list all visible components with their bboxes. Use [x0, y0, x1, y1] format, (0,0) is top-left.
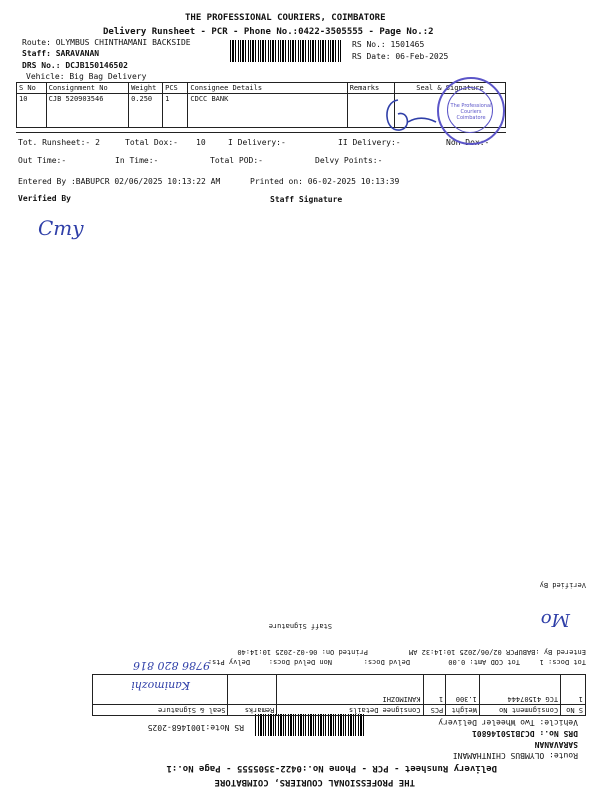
- cell-pcs: 1: [163, 94, 188, 128]
- runsheet-title: Delivery Runsheet - PCR - Phone No.:0422-3505555 - Page No.:2: [103, 27, 434, 37]
- cell-consignment: CJB 520903546: [46, 94, 128, 128]
- non-delvd-docs: Non Delvd Docs:: [268, 658, 332, 666]
- cell-sno: 1: [561, 675, 586, 705]
- drs-label: DRS No.:: [22, 61, 61, 70]
- cell-remarks: [228, 675, 277, 705]
- delvd-docs: Delvd Docs:: [363, 658, 410, 666]
- company-title: THE PROFESSIONAL COURIERS, COIMBATORE: [185, 13, 386, 23]
- verified-by: Verified By: [539, 581, 586, 589]
- out-time: Out Time:-: [18, 156, 67, 165]
- staff-signature: Staff Signature: [270, 195, 343, 204]
- route-row: [453, 751, 578, 760]
- cell-weight: 0.250: [129, 94, 163, 128]
- col-weight: Weight: [446, 705, 480, 716]
- tot-runsheet: Tot. Runsheet:- 2: [18, 138, 100, 147]
- col-seal: Seal & Signature: [394, 83, 505, 94]
- non-dox: Non Dox:-: [446, 138, 490, 147]
- barcode: [254, 714, 364, 736]
- vehicle-value: Two Wheeler Delivery: [438, 718, 535, 727]
- receiver-name-handwritten: Kanimozhi: [131, 679, 190, 692]
- col-sno: S No: [561, 705, 586, 716]
- drs-value: DCJB150146502: [65, 61, 128, 70]
- route-label: Route:: [22, 38, 51, 47]
- col-weight: Weight: [129, 83, 163, 94]
- rs-date-label: RS Date:: [352, 52, 391, 61]
- total-dox-label: Total Dox:-: [125, 138, 178, 147]
- col-pcs: PCS: [423, 705, 446, 716]
- printed-on: Printed On: 06-02-2025 10:14:40: [237, 648, 368, 656]
- runsheet-title: Delivery Runsheet - PCR - Phone No.:0422-3505555 - Page No.:1: [166, 763, 497, 773]
- staff-value: SARAVANAN: [55, 49, 100, 58]
- entered-by: Entered By :BABUPCR 02/06/2025 10:13:22 AM: [18, 177, 221, 186]
- delvy-pts: Delvy Pts:: [207, 658, 250, 666]
- vehicle-row: [438, 718, 578, 727]
- printed-on: Printed on: 06-02-2025 10:13:39: [250, 177, 400, 186]
- i-delivery: I Delivery:-: [228, 138, 286, 147]
- col-remarks: Remarks: [228, 705, 277, 716]
- route-value: OLYMBUS CHINTHAMANI: [452, 751, 545, 760]
- route-label: Route:: [549, 751, 578, 760]
- drs-row: [472, 729, 578, 738]
- col-remarks: Remarks: [347, 83, 394, 94]
- col-pcs: PCS: [163, 83, 188, 94]
- company-title: THE PROFESSIONAL COURIERS, COIMBATORE: [214, 777, 415, 787]
- tot-docs-row: [540, 658, 586, 666]
- tot-cod-row: [448, 658, 520, 666]
- cell-sno: 10: [17, 94, 47, 128]
- staff-value: SARAVANAN: [534, 740, 578, 749]
- verifier-initials: Mo: [540, 609, 570, 630]
- entered-by: Entered By :BABUPCR 02/06/2025 10:14:32 AM: [408, 648, 586, 656]
- col-consignment: Consignment No: [479, 705, 560, 716]
- cell-weight: 1.300: [446, 675, 480, 705]
- receiver-phone-handwritten: 9786 820 816: [133, 659, 210, 672]
- verified-by: Verified By: [18, 194, 71, 203]
- tot-docs-value: 1: [539, 658, 544, 666]
- rs-date-value: 06-Feb-2025: [395, 52, 449, 61]
- seal-text: The Professional Couriers Coimbatore: [450, 103, 492, 121]
- staff-label: Staff:: [22, 49, 51, 58]
- table-header-row: [93, 705, 586, 716]
- vehicle-label: Vehicle:: [26, 72, 65, 81]
- col-consignment: Consignment No: [46, 83, 128, 94]
- tot-cod-label: Tot COD Amt:: [469, 658, 520, 666]
- total-dox-value: 10: [196, 138, 206, 147]
- drs-value: DCJB150146801: [472, 729, 535, 738]
- col-consignee: Consignee Details: [277, 705, 423, 716]
- rs-no-value: 1501465: [390, 40, 425, 49]
- cell-consignment: TCG 41507444: [479, 675, 560, 705]
- staff-signature: Staff Signature: [268, 622, 332, 630]
- col-seal: Seal & Signature: [93, 705, 229, 716]
- delvy-points: Delvy Points:-: [315, 156, 383, 165]
- verifier-initials: Cmy: [38, 216, 84, 240]
- col-sno: S No: [17, 83, 47, 94]
- cell-consignee: KANIMOZHI: [277, 675, 423, 705]
- ii-delivery: II Delivery:-: [338, 138, 401, 147]
- tot-docs-label: Tot Docs:: [548, 658, 586, 666]
- vehicle-value: Big Bag Delivery: [69, 72, 147, 81]
- rs-note: RS Note:1001468-2025: [147, 723, 244, 732]
- total-pod: Total POD:-: [210, 156, 263, 165]
- cell-consignee: CDCC BANK: [188, 94, 347, 128]
- tot-cod-value: 0.00: [448, 658, 466, 666]
- vehicle-label: Vehicle:: [539, 718, 578, 727]
- route-value: OLYMBUS CHINTHAMANI BACKSIDE: [55, 38, 191, 47]
- cell-pcs: 1: [423, 675, 446, 705]
- in-time: In Time:-: [115, 156, 159, 165]
- col-consignee: Consignee Details: [188, 83, 347, 94]
- rs-no-label: RS No.:: [352, 40, 386, 49]
- drs-label: DRS No.:: [539, 729, 578, 738]
